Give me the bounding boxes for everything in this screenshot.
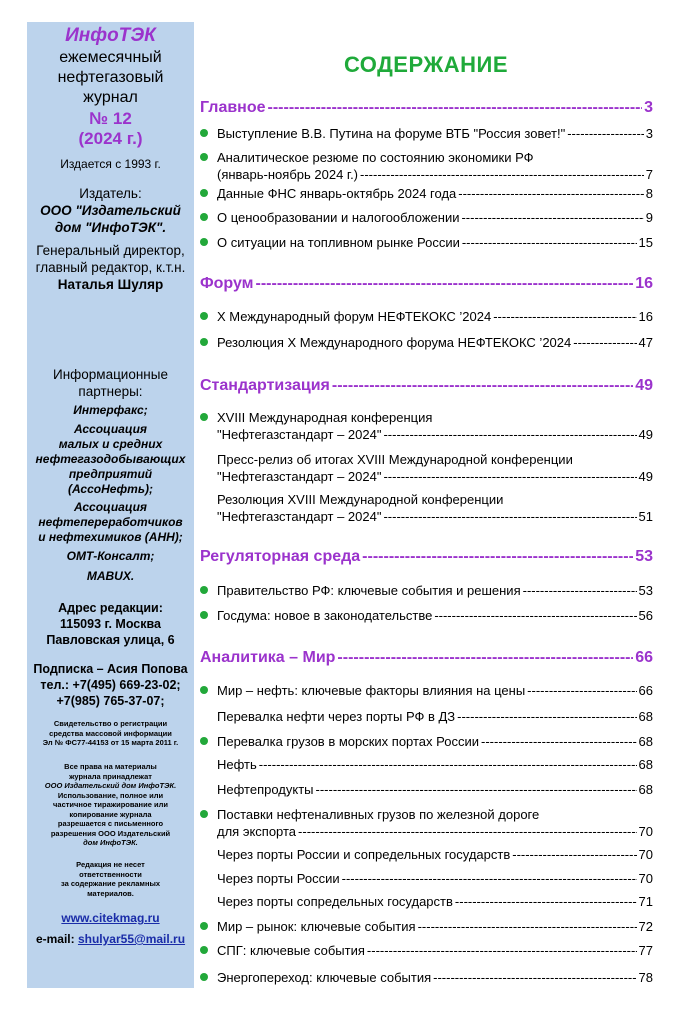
leader-dashes: [527, 682, 636, 699]
bullet-icon: [200, 129, 208, 137]
toc-entry-text: СПГ: ключевые события: [217, 943, 365, 958]
leader-dashes: [316, 781, 637, 798]
rights-line: Использование, полное или: [57, 790, 164, 800]
leader-dashes: [458, 185, 644, 202]
leader-dashes: [342, 870, 637, 887]
leader-dashes: [461, 209, 643, 226]
bullet-icon: [200, 737, 208, 745]
toc-entry-page: 77: [638, 943, 653, 958]
toc-entry-text: Резолюция XVIII Международной конференции: [217, 492, 504, 507]
partner-line: малых и средних: [58, 437, 163, 451]
toc-entry-text: Пресс-релиз об итогах XVIII Международной конференции: [217, 452, 573, 467]
website-link[interactable]: www.citekmag.ru: [61, 911, 160, 925]
address-line: 115093 г. Москва: [60, 617, 161, 631]
leader-dashes: [383, 468, 636, 485]
toc-entry-page: 53: [638, 583, 653, 598]
toc-entry[interactable]: [217, 451, 653, 485]
toc-entry-text: "Нефтегазстандарт – 2024": [217, 469, 382, 484]
toc-entry[interactable]: [217, 870, 653, 887]
toc-section-title: Стандартизация: [200, 377, 330, 394]
toc-entry[interactable]: [217, 781, 653, 798]
partners-line: партнеры:: [78, 384, 143, 399]
bullet-icon: [200, 238, 208, 246]
toc-entry-page: 72: [638, 919, 653, 934]
issue-year: (2024 г.): [78, 129, 143, 148]
toc-entry[interactable]: [217, 491, 653, 525]
rights-line: частичное тиражирование или: [53, 800, 168, 809]
toc-entry-page: 66: [638, 683, 653, 698]
toc-entry-text: Перевалка грузов в морских портах России: [217, 734, 480, 749]
rights-line: Все права на материалы: [64, 762, 157, 771]
disclaimer-line: Редакция не несет: [76, 860, 145, 869]
partners-line: Информационные: [53, 367, 168, 382]
toc-entry[interactable]: [217, 682, 653, 699]
certificate-line: Эл № ФС77-44153 от 15 марта 2011 г.: [42, 738, 179, 747]
partner-assoneft: [27, 422, 194, 497]
toc-entry-text: "Нефтегазстандарт – 2024": [217, 427, 382, 442]
leader-dashes: [332, 376, 633, 396]
leader-dashes: [259, 756, 637, 773]
leader-dashes: [256, 274, 634, 294]
bullet-icon: [200, 611, 208, 619]
toc-entry[interactable]: [217, 756, 653, 773]
toc-entry-text: XVIII Международная конференция: [217, 410, 433, 425]
toc-entry-page: 49: [638, 469, 653, 484]
bullet-icon: [200, 189, 208, 197]
toc-entry[interactable]: [217, 185, 653, 202]
leader-dashes: [434, 607, 636, 624]
toc-section-title: Аналитика – Мир: [200, 649, 336, 666]
disclaimer-line: ответственности: [79, 869, 142, 879]
partner-interfax: Интерфакс;: [73, 403, 148, 417]
toc-entry[interactable]: [217, 942, 653, 959]
toc-entry-page: 71: [638, 894, 653, 909]
bullet-icon: [200, 586, 208, 594]
subscription-line: +7(985) 765-37-07;: [56, 694, 165, 708]
toc-entry-text: Резолюция X Международного форума НЕФТЕКОКС ’2024: [217, 335, 572, 350]
toc-entry-page: 51: [638, 509, 653, 524]
toc-entry[interactable]: [217, 969, 653, 986]
toc-entry-page: 3: [645, 126, 653, 141]
toc-entry-page: 47: [638, 335, 653, 350]
issue-number: № 12: [89, 109, 132, 128]
leader-dashes: [337, 648, 633, 668]
toc-entry-text: X Международный форум НЕФТЕКОКС ’2024: [217, 309, 492, 324]
toc-entry-text: Через порты сопредельных государств: [217, 894, 453, 909]
toc-entry-text: (январь-ноябрь 2024 г.): [217, 167, 359, 182]
email-line: [27, 932, 194, 947]
toc-entry[interactable]: [217, 125, 653, 142]
email-label: e-mail:: [35, 932, 75, 946]
bullet-icon: [200, 922, 208, 930]
toc-entry[interactable]: [217, 893, 653, 910]
toc-entry-text: Выступление В.В. Путина на форуме ВТБ "Россия зовет!": [217, 126, 566, 141]
toc-entry-text: Через порты России и сопредельных государств: [217, 847, 511, 862]
partners-heading: [27, 366, 194, 400]
publisher-line: ООО "Издательский: [40, 203, 181, 218]
leader-dashes: [418, 918, 637, 935]
toc-section-page: 53: [635, 548, 653, 565]
toc-entry-text: Аналитическое резюме по состоянию экономики РФ: [217, 150, 534, 165]
toc-section[interactable]: [200, 547, 653, 567]
rights-line: разрешения ООО Издательский: [50, 828, 171, 838]
subscription-info: [27, 661, 194, 709]
leader-dashes: [493, 308, 636, 325]
rights-notice: [27, 762, 194, 848]
subscription-line: тел.: +7(495) 669-23-02;: [40, 678, 181, 692]
toc-entry-text: Нефть: [217, 757, 257, 772]
toc-entry[interactable]: [217, 149, 653, 183]
toc-section-title: Регуляторная среда: [200, 548, 361, 565]
disclaimer-line: за содержание рекламных: [60, 879, 161, 888]
toc-entry[interactable]: [217, 409, 653, 443]
leader-dashes: [367, 942, 637, 959]
bullet-icon: [200, 312, 208, 320]
toc-entry-text: Нефтепродукты: [217, 782, 314, 797]
bullet-icon: [200, 213, 208, 221]
leader-dashes: [362, 547, 633, 567]
bullet-icon: [200, 413, 208, 421]
partner-line: (АссоНефть);: [68, 482, 153, 496]
bullet-icon: [200, 153, 208, 161]
toc-section-title: Форум: [200, 275, 254, 292]
partner-line: Ассоциация: [74, 422, 147, 436]
publisher-block: [27, 185, 194, 236]
address-line: Павловская улица, 6: [46, 633, 175, 647]
partner-line: нефтегазодобывающих: [35, 452, 186, 466]
registration-certificate: [27, 719, 194, 748]
rights-line: копирование журнала: [69, 809, 152, 819]
website-line: [27, 911, 194, 926]
publisher-line: дом "ИнфоТЭК".: [54, 220, 167, 235]
rights-line: журнала принадлежат: [69, 771, 152, 781]
toc-section[interactable]: [200, 648, 653, 668]
publisher-label: Издатель:: [79, 186, 142, 201]
toc-entry-text: Через порты России: [217, 871, 340, 886]
description-line: нефтегазовый: [57, 69, 164, 86]
toc-entry-text: "Нефтегазстандарт – 2024": [217, 509, 382, 524]
rights-line: разрешается с письменного: [57, 819, 164, 828]
leader-dashes: [383, 508, 636, 525]
toc-entry-page: 49: [638, 427, 653, 442]
toc-entry-page: 68: [638, 757, 653, 772]
partner-mabux: MABUX.: [86, 569, 135, 583]
leader-dashes: [567, 125, 644, 142]
magazine-description: [27, 48, 194, 108]
toc-entry-page: 78: [638, 970, 653, 985]
address-line: Адрес редакции:: [58, 601, 163, 615]
leader-dashes: [433, 969, 636, 986]
toc-section-title: Главное: [200, 99, 266, 116]
director-line: главный редактор, к.т.н.: [35, 260, 186, 275]
bullet-icon: [200, 686, 208, 694]
email-link[interactable]: shulyar55@mail.ru: [77, 932, 186, 946]
toc-entry-text: Правительство РФ: ключевые события и решения: [217, 583, 521, 598]
toc-entry[interactable]: [217, 708, 653, 725]
toc-entry[interactable]: [217, 308, 653, 325]
toc-entry-page: 16: [638, 309, 653, 324]
partner-line: Ассоциация: [74, 500, 147, 514]
partner-line: предприятий: [68, 467, 153, 481]
toc-entry[interactable]: [217, 918, 653, 935]
toc-entry[interactable]: [217, 209, 653, 226]
leader-dashes: [455, 893, 637, 910]
toc-entry-page: 56: [638, 608, 653, 623]
toc-section-page: 49: [635, 377, 653, 394]
bullet-icon: [200, 338, 208, 346]
leader-dashes: [512, 846, 636, 863]
brand-name: ИнфоТЭК: [65, 25, 156, 46]
since-note: Издается с 1993 г.: [60, 157, 161, 171]
toc-entry[interactable]: [217, 846, 653, 863]
bullet-icon: [200, 946, 208, 954]
partner-line: нефтепереработчиков: [38, 515, 183, 529]
toc-entry-text: О ситуации на топливном рынке России: [217, 235, 460, 250]
toc-entry-page: 9: [645, 210, 653, 225]
toc-title: СОДЕРЖАНИЕ: [343, 52, 509, 77]
toc-section-page: 66: [635, 649, 653, 666]
toc-entry-page: 68: [638, 734, 653, 749]
toc-entry[interactable]: [217, 334, 653, 351]
director-name: Наталья Шуляр: [57, 277, 164, 292]
leader-dashes: [523, 582, 637, 599]
description-line: ежемесячный: [59, 49, 162, 66]
editorial-disclaimer: [27, 860, 194, 898]
toc-entry-page: 70: [638, 847, 653, 862]
toc-section-page: 3: [644, 99, 653, 116]
toc-entry[interactable]: [217, 806, 653, 840]
disclaimer-line: материалов.: [87, 888, 134, 898]
toc-entry-text: Данные ФНС январь-октябрь 2024 года: [217, 186, 457, 201]
toc-entry-text: О ценообразовании и налогообложении: [217, 210, 460, 225]
editorial-address: [27, 600, 194, 648]
director-block: [27, 242, 194, 293]
leader-dashes: [268, 98, 643, 118]
toc-entry[interactable]: [217, 733, 653, 750]
toc-entry-text: Мир – нефть: ключевые факторы влияния на цены: [217, 683, 526, 698]
rights-line: ООО Издательский дом ИнфоТЭК.: [44, 781, 177, 790]
toc-section[interactable]: [200, 98, 653, 118]
leader-dashes: [383, 426, 636, 443]
toc-section[interactable]: [200, 274, 653, 294]
leader-dashes: [457, 708, 636, 725]
toc-entry-page: 7: [645, 167, 653, 182]
toc-entry-page: 70: [638, 824, 653, 839]
toc-entry[interactable]: [217, 607, 653, 624]
toc-entry-text: для экспорта: [217, 824, 297, 839]
leader-dashes: [360, 166, 644, 183]
issue-info: [27, 109, 194, 149]
toc-entry-text: Поставки нефтеналивных грузов по железной дороге: [217, 807, 540, 822]
rights-line: дом ИнфоТЭК.: [83, 838, 138, 847]
partner-ann: [27, 500, 194, 545]
masthead-sidebar: [27, 22, 194, 988]
toc-section[interactable]: [200, 376, 653, 396]
description-line: журнал: [83, 89, 138, 106]
toc-entry[interactable]: [217, 234, 653, 251]
leader-dashes: [481, 733, 637, 750]
toc-entry-page: 8: [645, 186, 653, 201]
toc-entry-text: Энергопереход: ключевые события: [217, 970, 432, 985]
subscription-line: Подписка – Асия Попова: [33, 662, 188, 676]
toc-entry-text: Мир – рынок: ключевые события: [217, 919, 416, 934]
toc-entry-page: 70: [638, 871, 653, 886]
certificate-line: Свидетельство о регистрации: [53, 719, 168, 728]
leader-dashes: [298, 823, 636, 840]
toc-entry-page: 68: [638, 709, 653, 724]
bullet-icon: [200, 810, 208, 818]
bullet-icon: [200, 973, 208, 981]
leader-dashes: [573, 334, 636, 351]
toc-entry[interactable]: [217, 582, 653, 599]
toc-section-page: 16: [635, 275, 653, 292]
toc-entry-page: 68: [638, 782, 653, 797]
leader-dashes: [462, 234, 637, 251]
toc-entry-text: Перевалка нефти через порты РФ в ДЗ: [217, 709, 456, 724]
partner-omt: ОМТ-Консалт;: [66, 549, 155, 563]
partner-line: и нефтехимиков (АНН);: [38, 530, 183, 544]
toc-entry-text: Госдума: новое в законодательстве: [217, 608, 433, 623]
director-line: Генеральный директор,: [36, 243, 185, 258]
certificate-line: средства массовой информации: [49, 728, 172, 738]
toc-entry-page: 15: [638, 235, 653, 250]
